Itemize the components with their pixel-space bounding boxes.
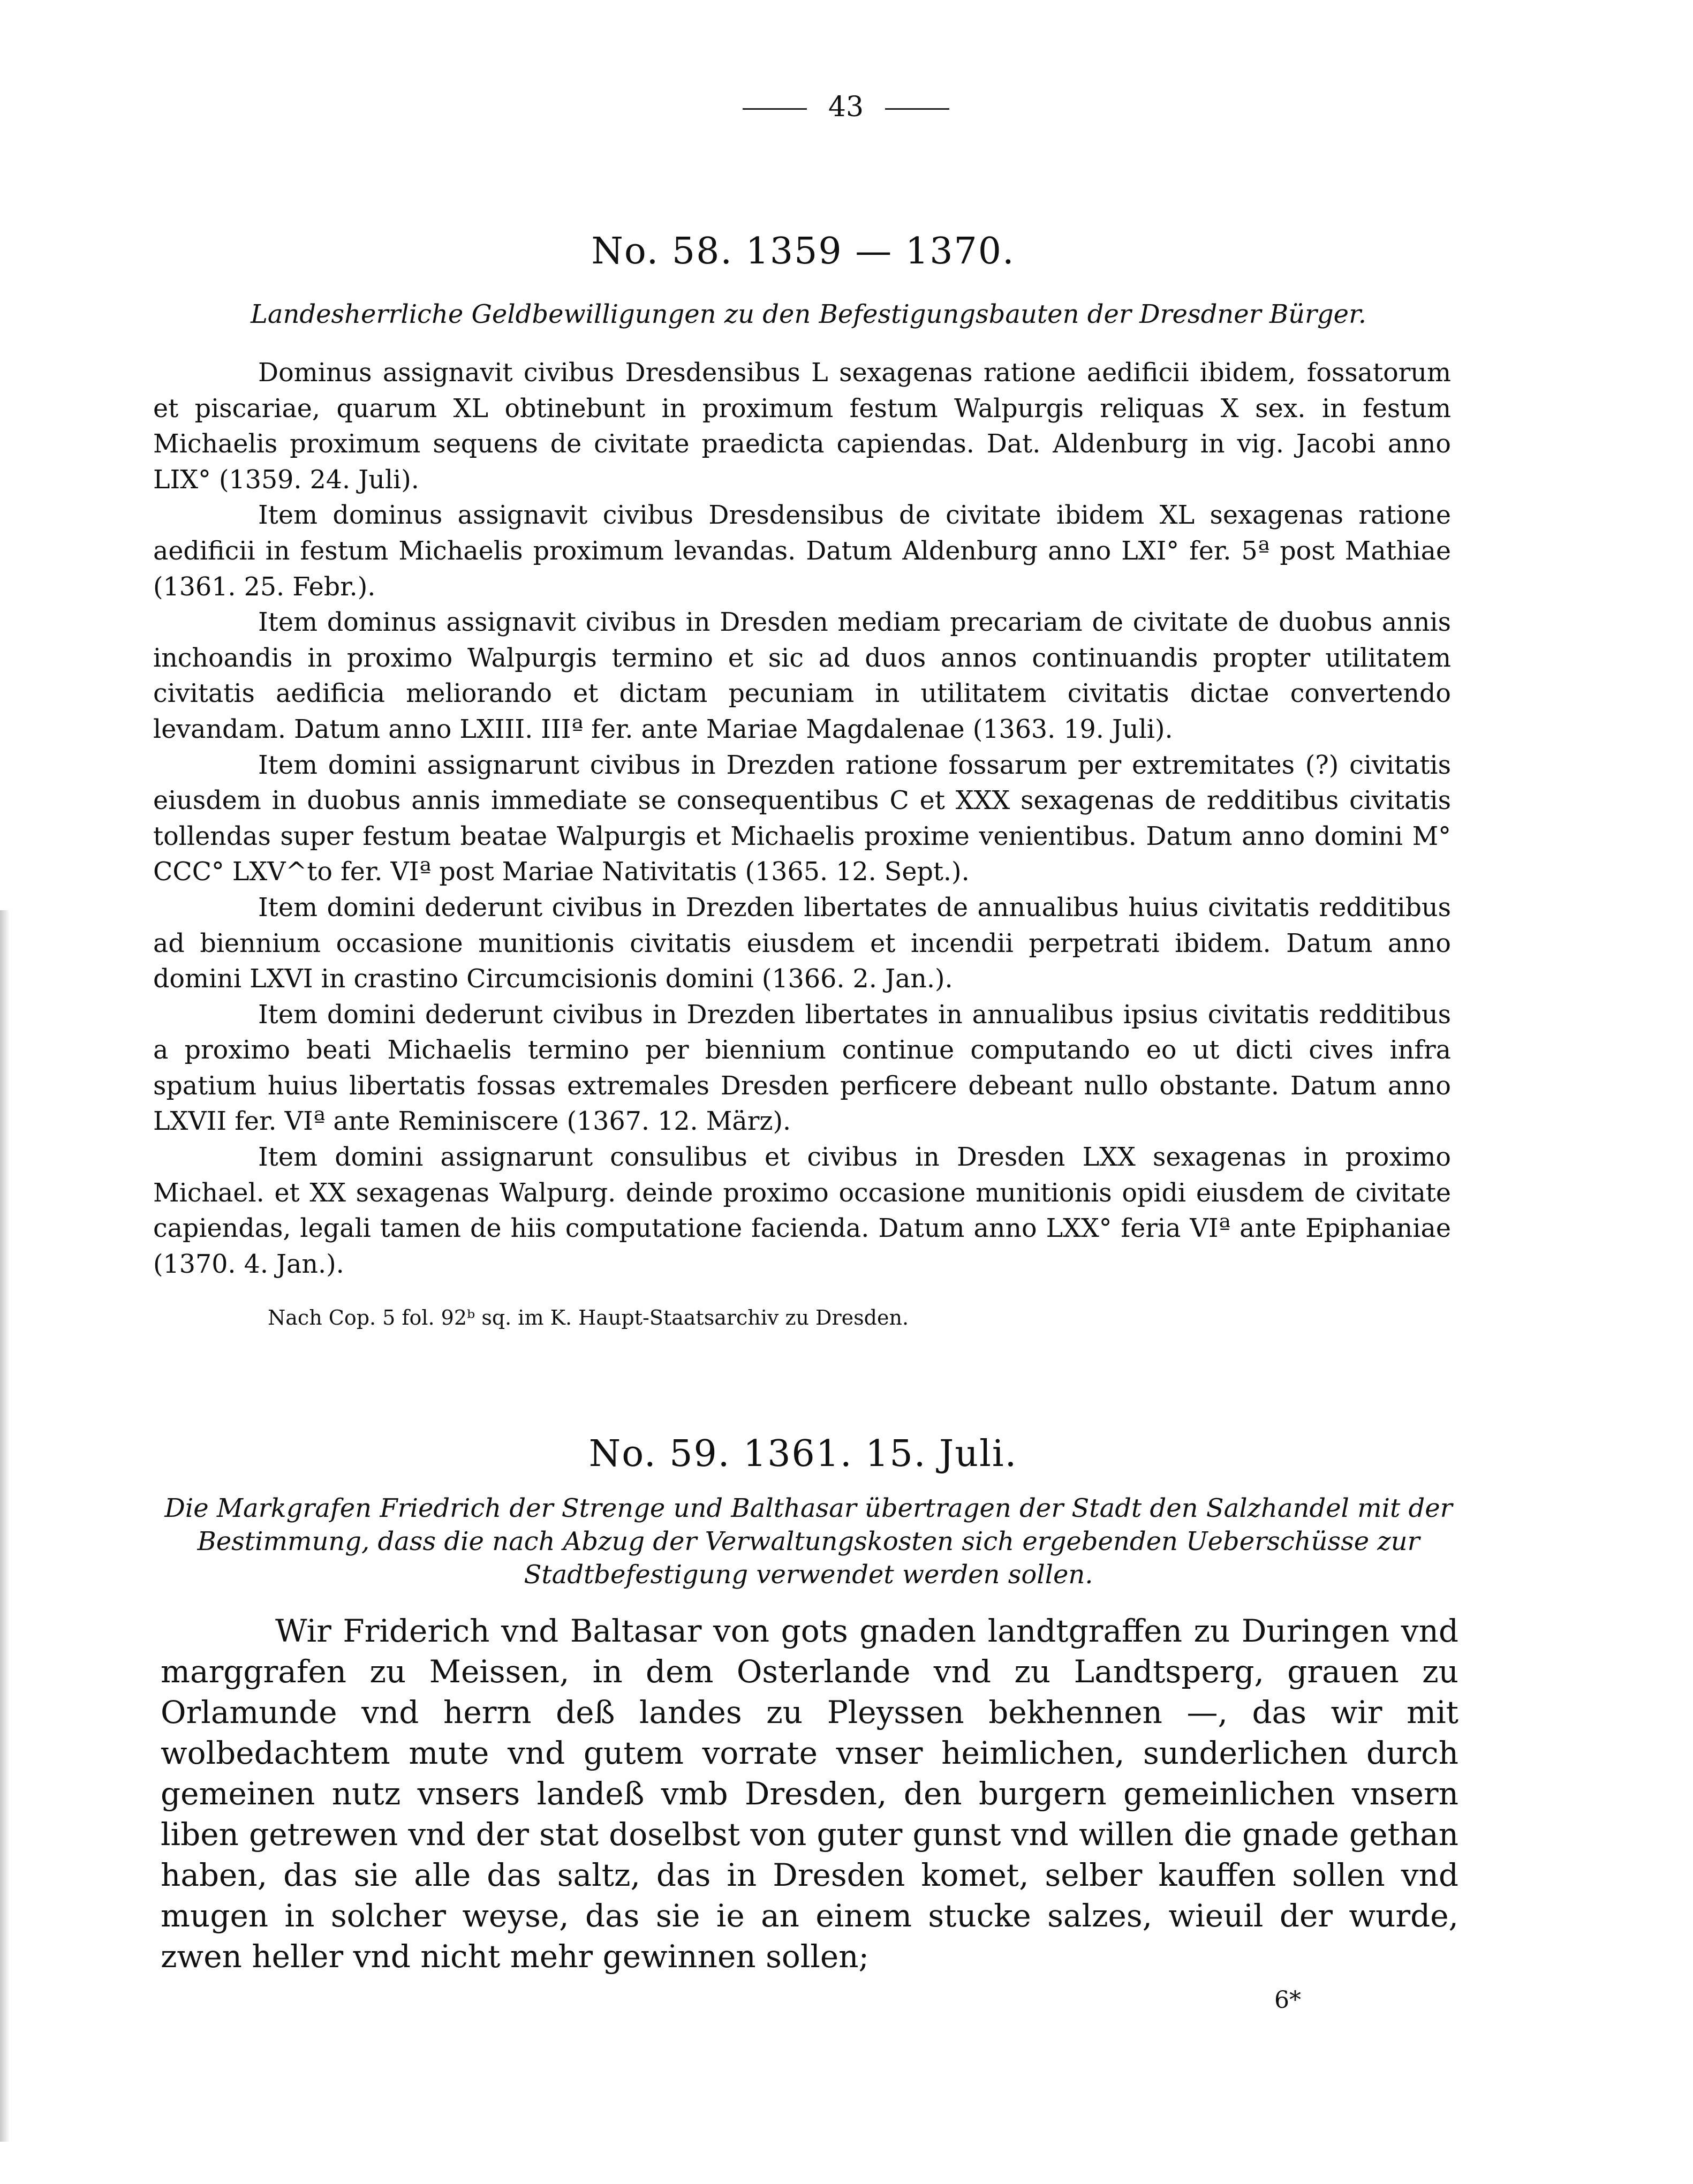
doc58-source-note: Nach Cop. 5 fol. 92ᵇ sq. im K. Haupt-Staatsarchiv zu Dresden. <box>268 1306 909 1329</box>
doc59-heading: No. 59. 1361. 15. Juli. <box>588 1433 1018 1475</box>
doc58-body <box>153 356 1451 1282</box>
page-number-text: 43 <box>828 91 864 123</box>
page-number-rule-left <box>743 108 807 110</box>
doc59-subtitle: Die Markgrafen Friedrich der Strenge und Balthasar übertragen der Stadt den Salzhandel mit der Bestimmung, dass die nach Abzug der Verwaltungskosten sich ergebenden Ueberschüsse zur Stadtbefestigung verwendet werden sollen. <box>164 1493 1453 1590</box>
doc59-body <box>161 1611 1458 1977</box>
doc58-paragraph: Item domini dederunt civibus in Drezden libertates in annualibus ipsius civitatis redditibus a proximo beati Michaelis termino per biennium continue computando eo ut dicti cives infra spatium huius libertatis fossas extremales Dresden perficere debeant nullo obstante. Datum anno LXVII fer. VIª ante Reminiscere (1367. 12. März). <box>153 1000 1451 1137</box>
doc58-paragraph: Dominus assignavit civibus Dresdensibus L sexagenas ratione aedificii ibidem, fossatorum et piscariae, quarum XL obtinebunt in proximum festum Walpurgis reliquas X sex. in festum Michaelis proximum sequens de civitate praedicta capiendas. Dat. Aldenburg in vig. Jacobi anno LIX° (1359. 24. Juli). <box>153 358 1451 495</box>
page-number <box>659 91 1033 123</box>
doc58-paragraph: Item domini assignarunt consulibus et civibus in Dresden LXX sexagenas in proximo Michael. et XX sexagenas Walpurg. deinde proximo occasione munitionis opidi eiusdem de civitate capiendas, legali tamen de hiis computatione facienda. Datum anno LXX° feria VIª ante Epiphaniae (1370. 4. Jan.). <box>153 1143 1451 1279</box>
doc58-paragraph: Item domini assignarunt civibus in Drezden ratione fossarum per extremitates (?) civitatis eiusdem in duobus annis immediate se consequentibus C et XXX sexagenas de redditibus civitatis tollendas super festum beatae Walpurgis et Michaelis proxime venientibus. Datum anno domini M° CCC° LXV^to fer. VIª post Mariae Nativitatis (1365. 12. Sept.). <box>153 750 1451 887</box>
doc58-subtitle: Landesherrliche Geldbewilligungen zu den Befestigungsbauten der Dresdner Bürger. <box>250 299 1367 329</box>
signature-mark: 6* <box>1274 1986 1301 2014</box>
page-number-rule-right <box>885 108 949 110</box>
doc59-paragraph: Wir Friderich vnd Baltasar von gots gnaden landtgraffen zu Duringen vnd marggrafen zu Meissen, in dem Osterlande vnd zu Landtsperg, grauen zu Orlamunde vnd herrn deß landes zu Pleyssen bekhennen —, das wir mit wolbedachtem mute vnd gutem vorrate vnser heimlichen, sunderlichen durch gemeinen nutz vnsers landeß vmb Dresden, den burgern gemeinlichen vnsern liben getrewen vnd der stat doselbst von guter gunst vnd willen die gnade gethan haben, das sie alle das saltz, das in Dresden komet, selber kauffen sollen vnd mugen in solcher weyse, das sie ie an einem stucke salzes, wieuil der wurde, zwen heller vnd nicht mehr gewinnen sollen; <box>161 1613 1458 1975</box>
scan-edge-shadow <box>0 910 10 2142</box>
doc58-paragraph: Item dominus assignavit civibus Dresdensibus de civitate ibidem XL sexagenas ratione aedificii in festum Michaelis proximum levandas. Datum Aldenburg anno LXI° fer. 5ª post Mathiae (1361. 25. Febr.). <box>153 501 1451 602</box>
doc58-paragraph: Item dominus assignavit civibus in Dresden mediam precariam de civitate de duobus annis inchoandis in proximo Walpurgis termino et sic ad duos annos continuandis propter utilitatem civitatis aedificia meliorando et dictam pecuniam in utilitatem civitatis dictae convertendo levandam. Datum anno LXIII. IIIª fer. ante Mariae Magdalenae (1363. 19. Juli). <box>153 608 1451 744</box>
doc58-paragraph: Item domini dederunt civibus in Drezden libertates de annualibus huius civitatis redditibus ad biennium occasione munitionis civitatis eiusdem et incendii perpetrati ibidem. Datum anno domini LXVI in crastino Circumcisionis domini (1366. 2. Jan.). <box>153 893 1451 994</box>
doc58-heading: No. 58. 1359 — 1370. <box>591 230 1015 273</box>
